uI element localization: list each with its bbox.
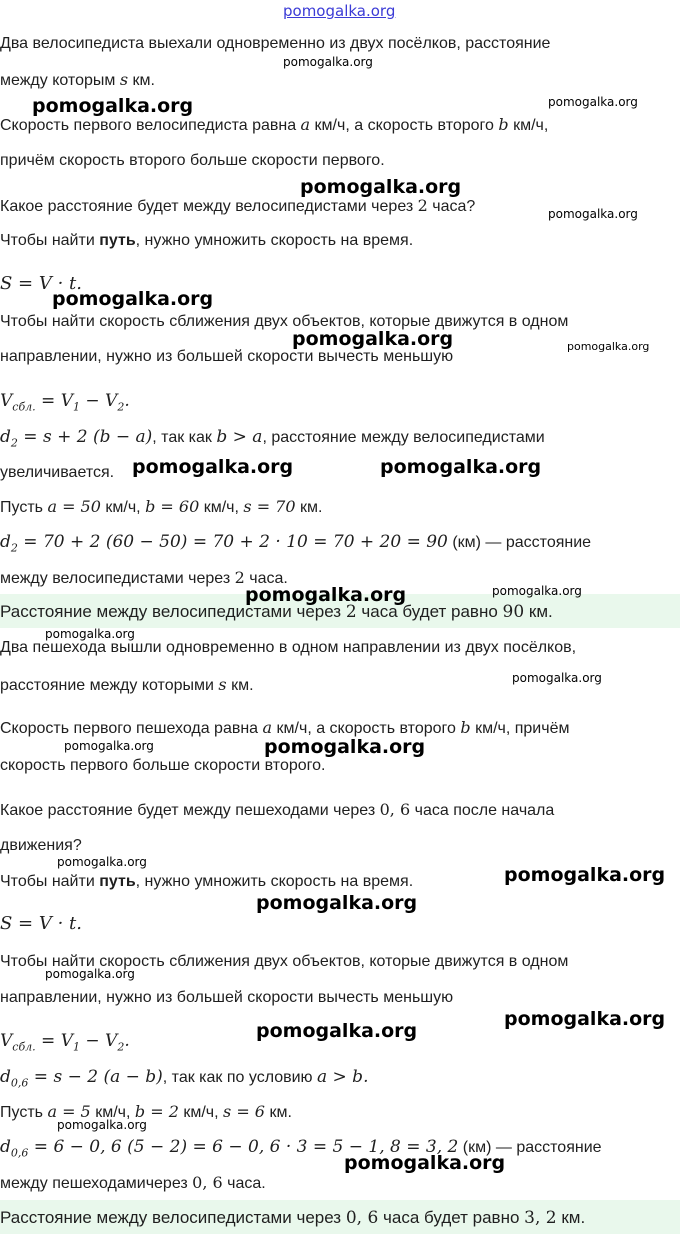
- p2-question-line-1: Какое расстояние будет между пешеходами через 0, 6 часа после начала: [0, 800, 555, 819]
- p1-statement-line-3: Скорость первого велосипедиста равна a км/ч, а скорость второго b км/ч,: [0, 115, 549, 134]
- p1-formula-path: S = V · t.: [0, 273, 82, 294]
- p1-step-speed-line-2: направлении, нужно из большей скорости вычесть меньшую: [0, 348, 454, 365]
- p2-formula-distance: $d_{0,6} = s - 2$ (a − b), так как по условию a > b.: [0, 1067, 369, 1090]
- p2-statement-line-3: Скорость первого пешехода равна a км/ч, а скорость второго b км/ч, причём: [0, 718, 570, 737]
- p2-given-values: Пусть a = 5 км/ч, b = 2 км/ч, s = 6 км.: [0, 1102, 292, 1121]
- watermark: pomogalka.org: [292, 328, 454, 350]
- watermark: pomogalka.org: [52, 288, 214, 310]
- watermark: pomogalka.org: [245, 584, 407, 606]
- watermark: pomogalka.org: [264, 736, 426, 758]
- p1-statement-line-2: между которым s км.: [0, 70, 155, 89]
- watermark: pomogalka.org: [45, 967, 135, 981]
- p1-answer: Расстояние между велосипедистами через 2 часа будет равно 90 км.: [0, 602, 553, 622]
- p2-formula-speed: $V_{сбл.} = V_1 - V_2$.: [0, 1031, 130, 1054]
- watermark: pomogalka.org: [504, 1008, 666, 1030]
- watermark: pomogalka.org: [380, 456, 542, 478]
- watermark: pomogalka.org: [504, 864, 666, 886]
- p1-given-values: Пусть a = 50 км/ч, b = 60 км/ч, s = 70 км.: [0, 497, 323, 516]
- watermark: pomogalka.org: [57, 855, 147, 869]
- site-logo-link[interactable]: pomogalka.org: [283, 2, 396, 20]
- p1-formula-speed: $V_{сбл.} = V_1 - V_2$.: [0, 391, 130, 414]
- watermark: pomogalka.org: [45, 627, 135, 641]
- p1-formula-distance: $d_2 = s + 2$ (b − a), так как b > a, расстояние между велосипедистами: [0, 427, 545, 450]
- watermark: pomogalka.org: [256, 1020, 418, 1042]
- p1-step-speed-line-1: Чтобы найти скорость сближения двух объектов, которые движутся в одном: [0, 313, 569, 330]
- p1-statement-line-1: Два велосипедиста выехали одновременно из двух посёлков, расстояние: [0, 35, 551, 52]
- p2-step-path: Чтобы найти путь, нужно умножить скорость на время.: [0, 873, 414, 890]
- p2-answer: Расстояние между велосипедистами через 0, 6 часа будет равно 3, 2 км.: [0, 1208, 586, 1228]
- watermark: pomogalka.org: [344, 1152, 506, 1174]
- p1-calculation: $d_2 = 70 + 2$ (60 − 50) = 70 + 2 · 10 = 70 + 20 = 90 (км) — расстояние: [0, 532, 592, 555]
- p1-statement-line-4: причём скорость второго больше скорости первого.: [0, 152, 385, 169]
- p1-question: Какое расстояние будет между велосипедистами через 2 часа?: [0, 196, 476, 215]
- watermark: pomogalka.org: [57, 1118, 147, 1132]
- p1-step-path: Чтобы найти путь, нужно умножить скорость на время.: [0, 232, 414, 249]
- p1-calculation-tail: между велосипедистами через 2 часа.: [0, 568, 288, 587]
- p2-formula-path: S = V · t.: [0, 913, 82, 934]
- p2-statement-line-2: расстояние между которыми s км.: [0, 675, 254, 694]
- watermark: pomogalka.org: [132, 456, 294, 478]
- watermark: pomogalka.org: [283, 55, 373, 69]
- watermark: pomogalka.org: [512, 671, 602, 685]
- p2-calculation: $d_{0,6} = 6 - 0$, 6 (5 − 2) = 6 − 0, 6 · 3 = 5 − 1, 8 = 3, 2 (км) — расстояние: [0, 1137, 602, 1160]
- watermark: pomogalka.org: [567, 340, 650, 353]
- p2-statement-line-4: скорость первого больше скорости второго.: [0, 757, 326, 774]
- p2-step-speed-line-2: направлении, нужно из большей скорости вычесть меньшую: [0, 989, 454, 1006]
- watermark: pomogalka.org: [256, 892, 418, 914]
- p2-step-speed-line-1: Чтобы найти скорость сближения двух объектов, которые движутся в одном: [0, 953, 569, 970]
- p2-question-line-2: движения?: [0, 837, 82, 854]
- p1-increase-note: увеличивается.: [0, 464, 115, 481]
- watermark: pomogalka.org: [548, 207, 638, 221]
- watermark: pomogalka.org: [548, 95, 638, 109]
- watermark: pomogalka.org: [300, 176, 462, 198]
- p2-calculation-tail: между пешеходамичерез 0, 6 часа.: [0, 1173, 266, 1192]
- p2-statement-line-1: Два пешехода вышли одновременно в одном направлении из двух посёлков,: [0, 639, 577, 656]
- watermark: pomogalka.org: [64, 739, 154, 753]
- watermark: pomogalka.org: [32, 95, 194, 117]
- watermark: pomogalka.org: [492, 584, 582, 598]
